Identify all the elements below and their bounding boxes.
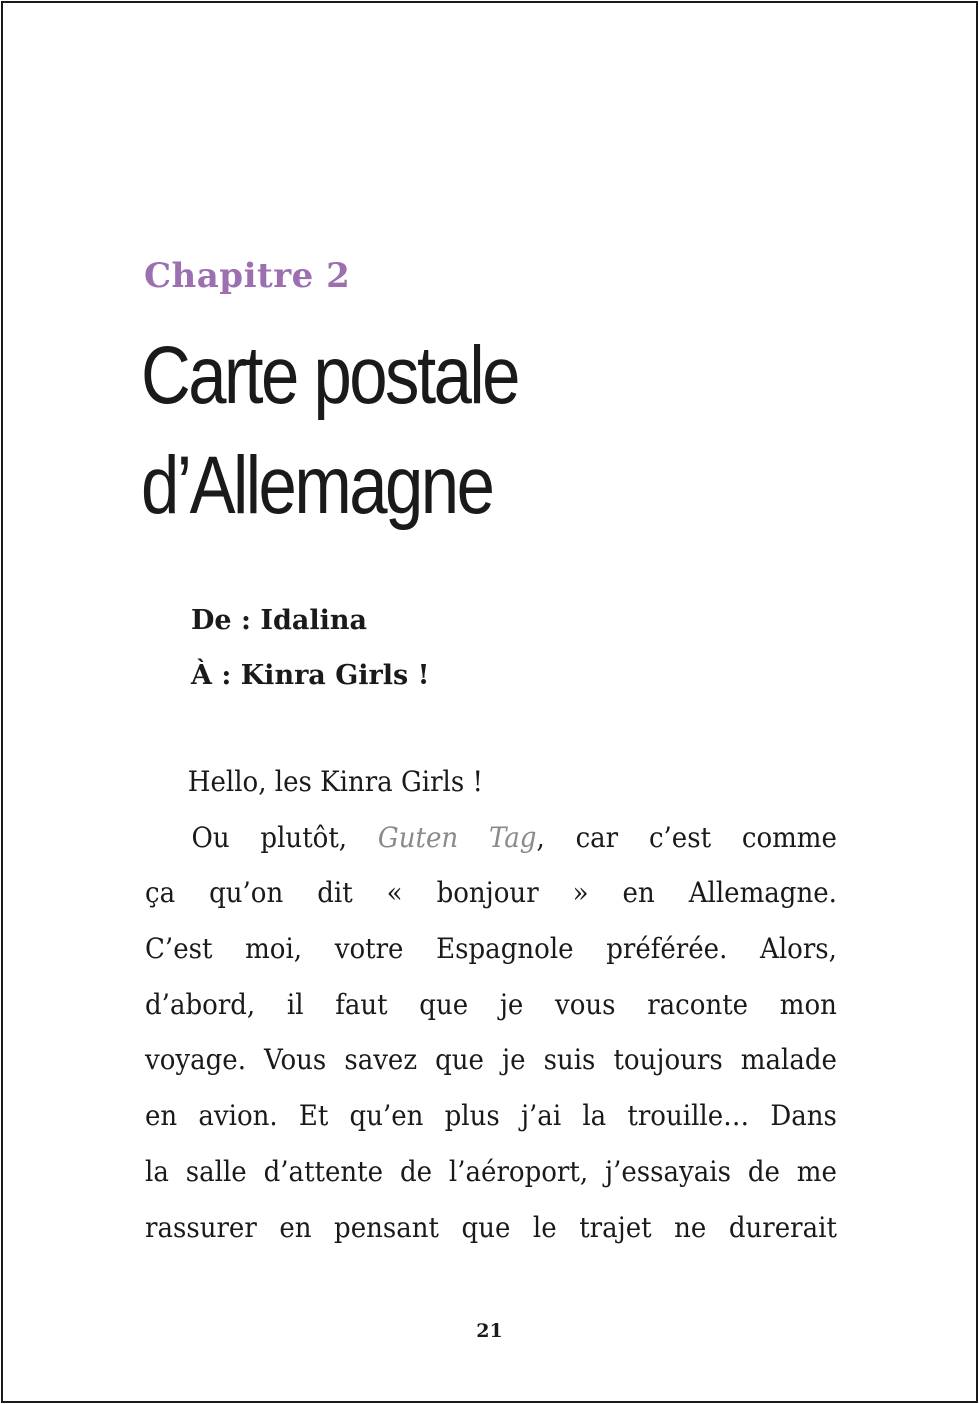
body-text-segment: , car c’est comme — [536, 820, 837, 854]
body-line: voyage. Vous savez que je suis toujours malade — [145, 1043, 837, 1077]
postcard-header — [191, 593, 429, 703]
body-line: d’abord, il faut que je vous raconte mon — [145, 987, 837, 1021]
chapter-label: Chapitre 2 — [144, 256, 351, 296]
body-line — [145, 810, 837, 866]
foreign-word: Guten Tag — [377, 820, 537, 854]
page-frame — [1, 1, 978, 1403]
body-line: C’est moi, votre Espagnole préférée. Alors, — [145, 932, 837, 966]
chapter-title — [141, 321, 518, 541]
body-text-segment: Ou plutôt, — [191, 820, 378, 854]
body-line: rassurer en pensant que le trajet ne durerait — [145, 1210, 837, 1244]
body-line: la salle d’attente de l’aéroport, j’essayais de me — [145, 1154, 837, 1188]
body-line: Hello, les Kinra Girls ! — [187, 765, 483, 798]
postcard-from: De : Idalina — [191, 605, 368, 636]
chapter-title-line-1: Carte postale — [141, 330, 518, 421]
page-number: 21 — [476, 1320, 503, 1342]
body-line: ça qu’on dit « bonjour » en Allemagne. — [145, 876, 837, 910]
body-line: en avion. Et qu’en plus j’ai la trouille… Dans — [145, 1099, 837, 1133]
chapter-title-line-2: d’Allemagne — [141, 440, 493, 531]
postcard-to: À : Kinra Girls ! — [191, 660, 430, 691]
body-text — [145, 754, 837, 1255]
